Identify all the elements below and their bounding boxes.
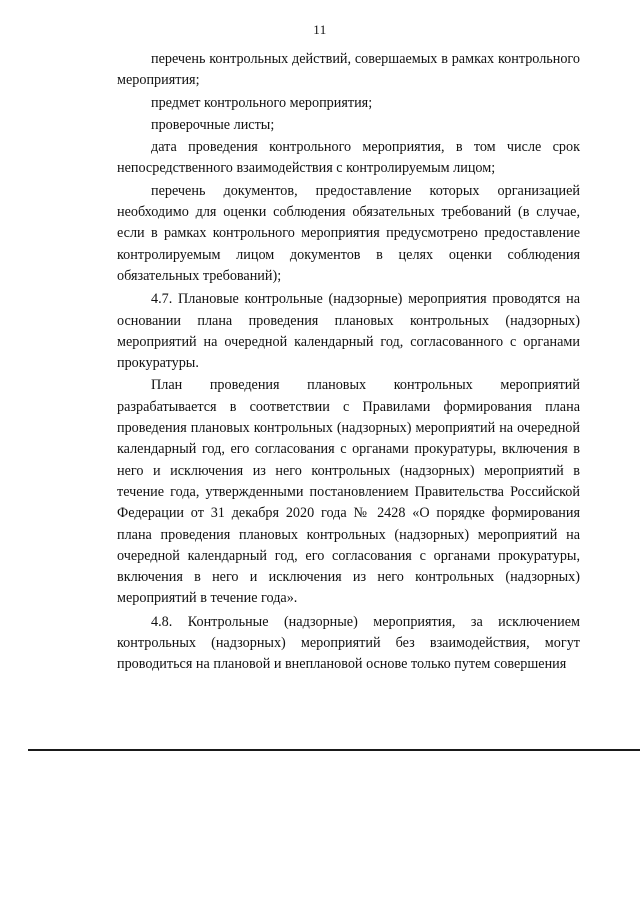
paragraph-subject: предмет контрольного мероприятия; (151, 94, 373, 111)
page-number: 11 (313, 22, 327, 37)
paragraph-date: дата проведения контрольного мероприятия, в том числе срок непосредственного взаимодействия с контролируемым лицом; (117, 139, 580, 177)
paragraph-4-7: 4.7. Плановые контрольные (надзорные) мероприятия проводятся на основании плана проведения плановых контрольных (надзорных) мероприятий на очередной календарный год, согласованного с органами прокуратуры. (117, 291, 580, 372)
paragraph-plan: План проведения плановых контрольных мероприятий разрабатывается в соответствии с Правилами формирования плана проведения плановых контрольных (надзорных) мероприятий на очередной календарный год, его согласования с органами прокуратуры, включения в него и исключения из него контрольных (надзорных) мероприятий в течение года, утвержденными постановлением Правительства Российской Федерации от 31 декабря 2020 года № 2428 «О порядке формирования плана проведения плановых контрольных (надзорных) мероприятий на очередной календарный год, его согласования с органами прокуратуры, включения в него и исключения из него контрольных (надзорных) мероприятий в течение года». (117, 377, 580, 607)
footer-divider (28, 749, 640, 751)
paragraph-checklists: проверочные листы; (151, 116, 275, 133)
paragraph-control-actions-list: перечень контрольных действий, совершаемых в рамках контрольного мероприятия; (117, 51, 580, 89)
paragraph-4-8: 4.8. Контрольные (надзорные) мероприятия, за исключением контрольных (надзорных) мероприятий без взаимодействия, могут проводиться на плановой и внеплановой основе только путем совершения (117, 613, 580, 673)
paragraph-documents-list: перечень документов, предоставление которых организацией необходимо для оценки соблюдения обязательных требований (в случае, если в рамках контрольного мероприятия предусмотрено предоставление контролируемым лицом документов в целях оценки соблюдения обязательных требований); (117, 182, 580, 284)
document-body (117, 49, 580, 677)
